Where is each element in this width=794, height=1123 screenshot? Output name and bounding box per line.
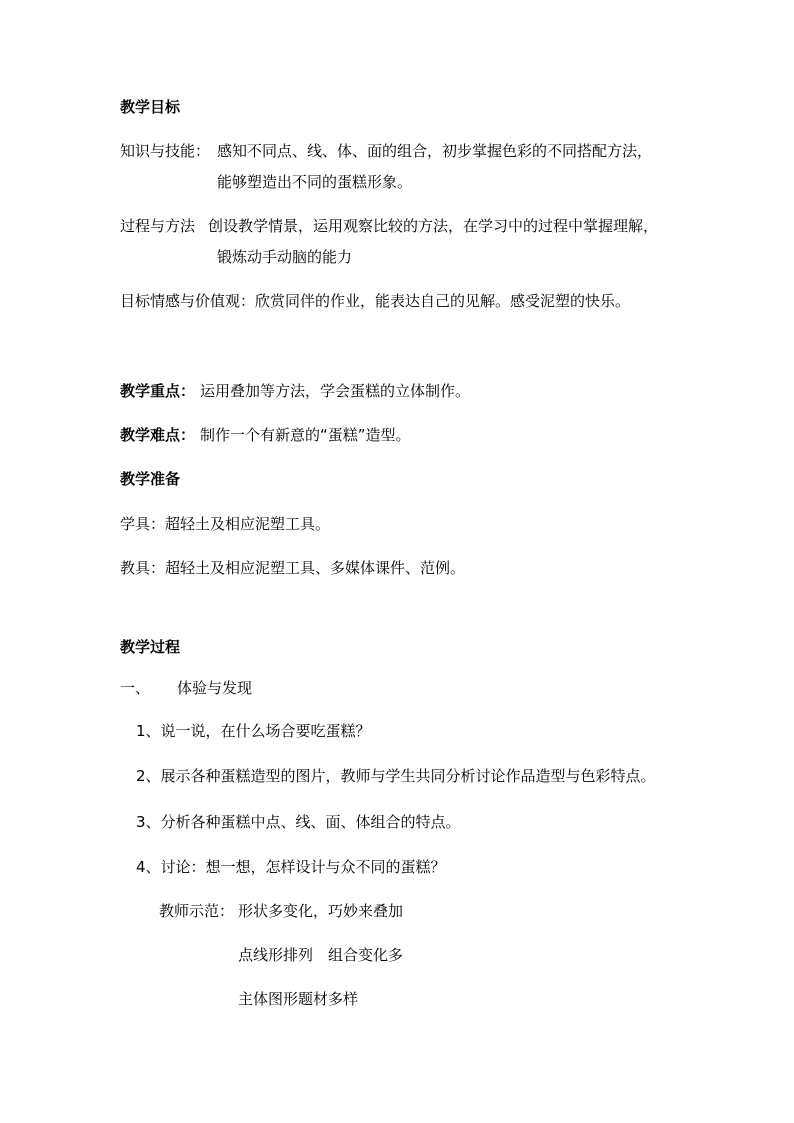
key-point-text: 运用叠加等方法，学会蛋糕的立体制作。 xyxy=(200,382,471,400)
demo-line-1: 形状多变化，巧妙来叠加 xyxy=(238,902,404,920)
demo-line-2: 点线形排列 组合变化多 xyxy=(238,946,404,964)
difficulty-text: 制作一个有新意的“蛋糕”造型。 xyxy=(200,426,411,444)
difficulty-label: 教学难点： xyxy=(120,426,196,444)
preparation-heading: 教学准备 xyxy=(120,470,181,488)
student-materials: 学具：超轻土及相应泥塑工具。 xyxy=(120,515,331,533)
demo-label: 教师示范： xyxy=(159,902,235,920)
knowledge-skills-text-1: 感知不同点、线、体、面的组合，初步掌握色彩的不同搭配方法， xyxy=(217,142,653,160)
process-heading: 教学过程 xyxy=(120,638,181,656)
process-methods-text-1: 创设教学情景，运用观察比较的方法，在学习中的过程中掌握理解， xyxy=(208,217,659,235)
teacher-materials: 教具：超轻土及相应泥塑工具、多媒体课件、范例。 xyxy=(120,559,466,577)
knowledge-skills-label: 知识与技能： xyxy=(120,142,211,160)
emotion-values-label: 目标情感与价值观： xyxy=(120,292,256,310)
emotion-values-text: 欣赏同伴的作业，能表达自己的见解。感受泥塑的快乐。 xyxy=(255,292,631,310)
section-title: 体验与发现 xyxy=(177,679,253,697)
process-item-4: 4、讨论：想一想，怎样设计与众不同的蛋糕？ xyxy=(136,858,446,876)
process-item-3: 3、分析各种蛋糕中点、线、面、体组合的特点。 xyxy=(136,813,461,831)
objectives-heading: 教学目标 xyxy=(120,98,181,116)
process-methods-label: 过程与方法 xyxy=(120,217,196,235)
process-methods-text-2: 锻炼动手动脑的能力 xyxy=(217,248,353,266)
section-number: 一、 xyxy=(120,679,151,697)
process-item-2: 2、展示各种蛋糕造型的图片，教师与学生共同分析讨论作品造型与色彩特点。 xyxy=(136,767,656,785)
knowledge-skills-text-2: 能够塑造出不同的蛋糕形象。 xyxy=(217,173,413,191)
process-item-1: 1、说一说，在什么场合要吃蛋糕？ xyxy=(136,722,371,740)
key-point-label: 教学重点： xyxy=(120,382,196,400)
demo-line-3: 主体图形题材多样 xyxy=(238,990,359,1008)
